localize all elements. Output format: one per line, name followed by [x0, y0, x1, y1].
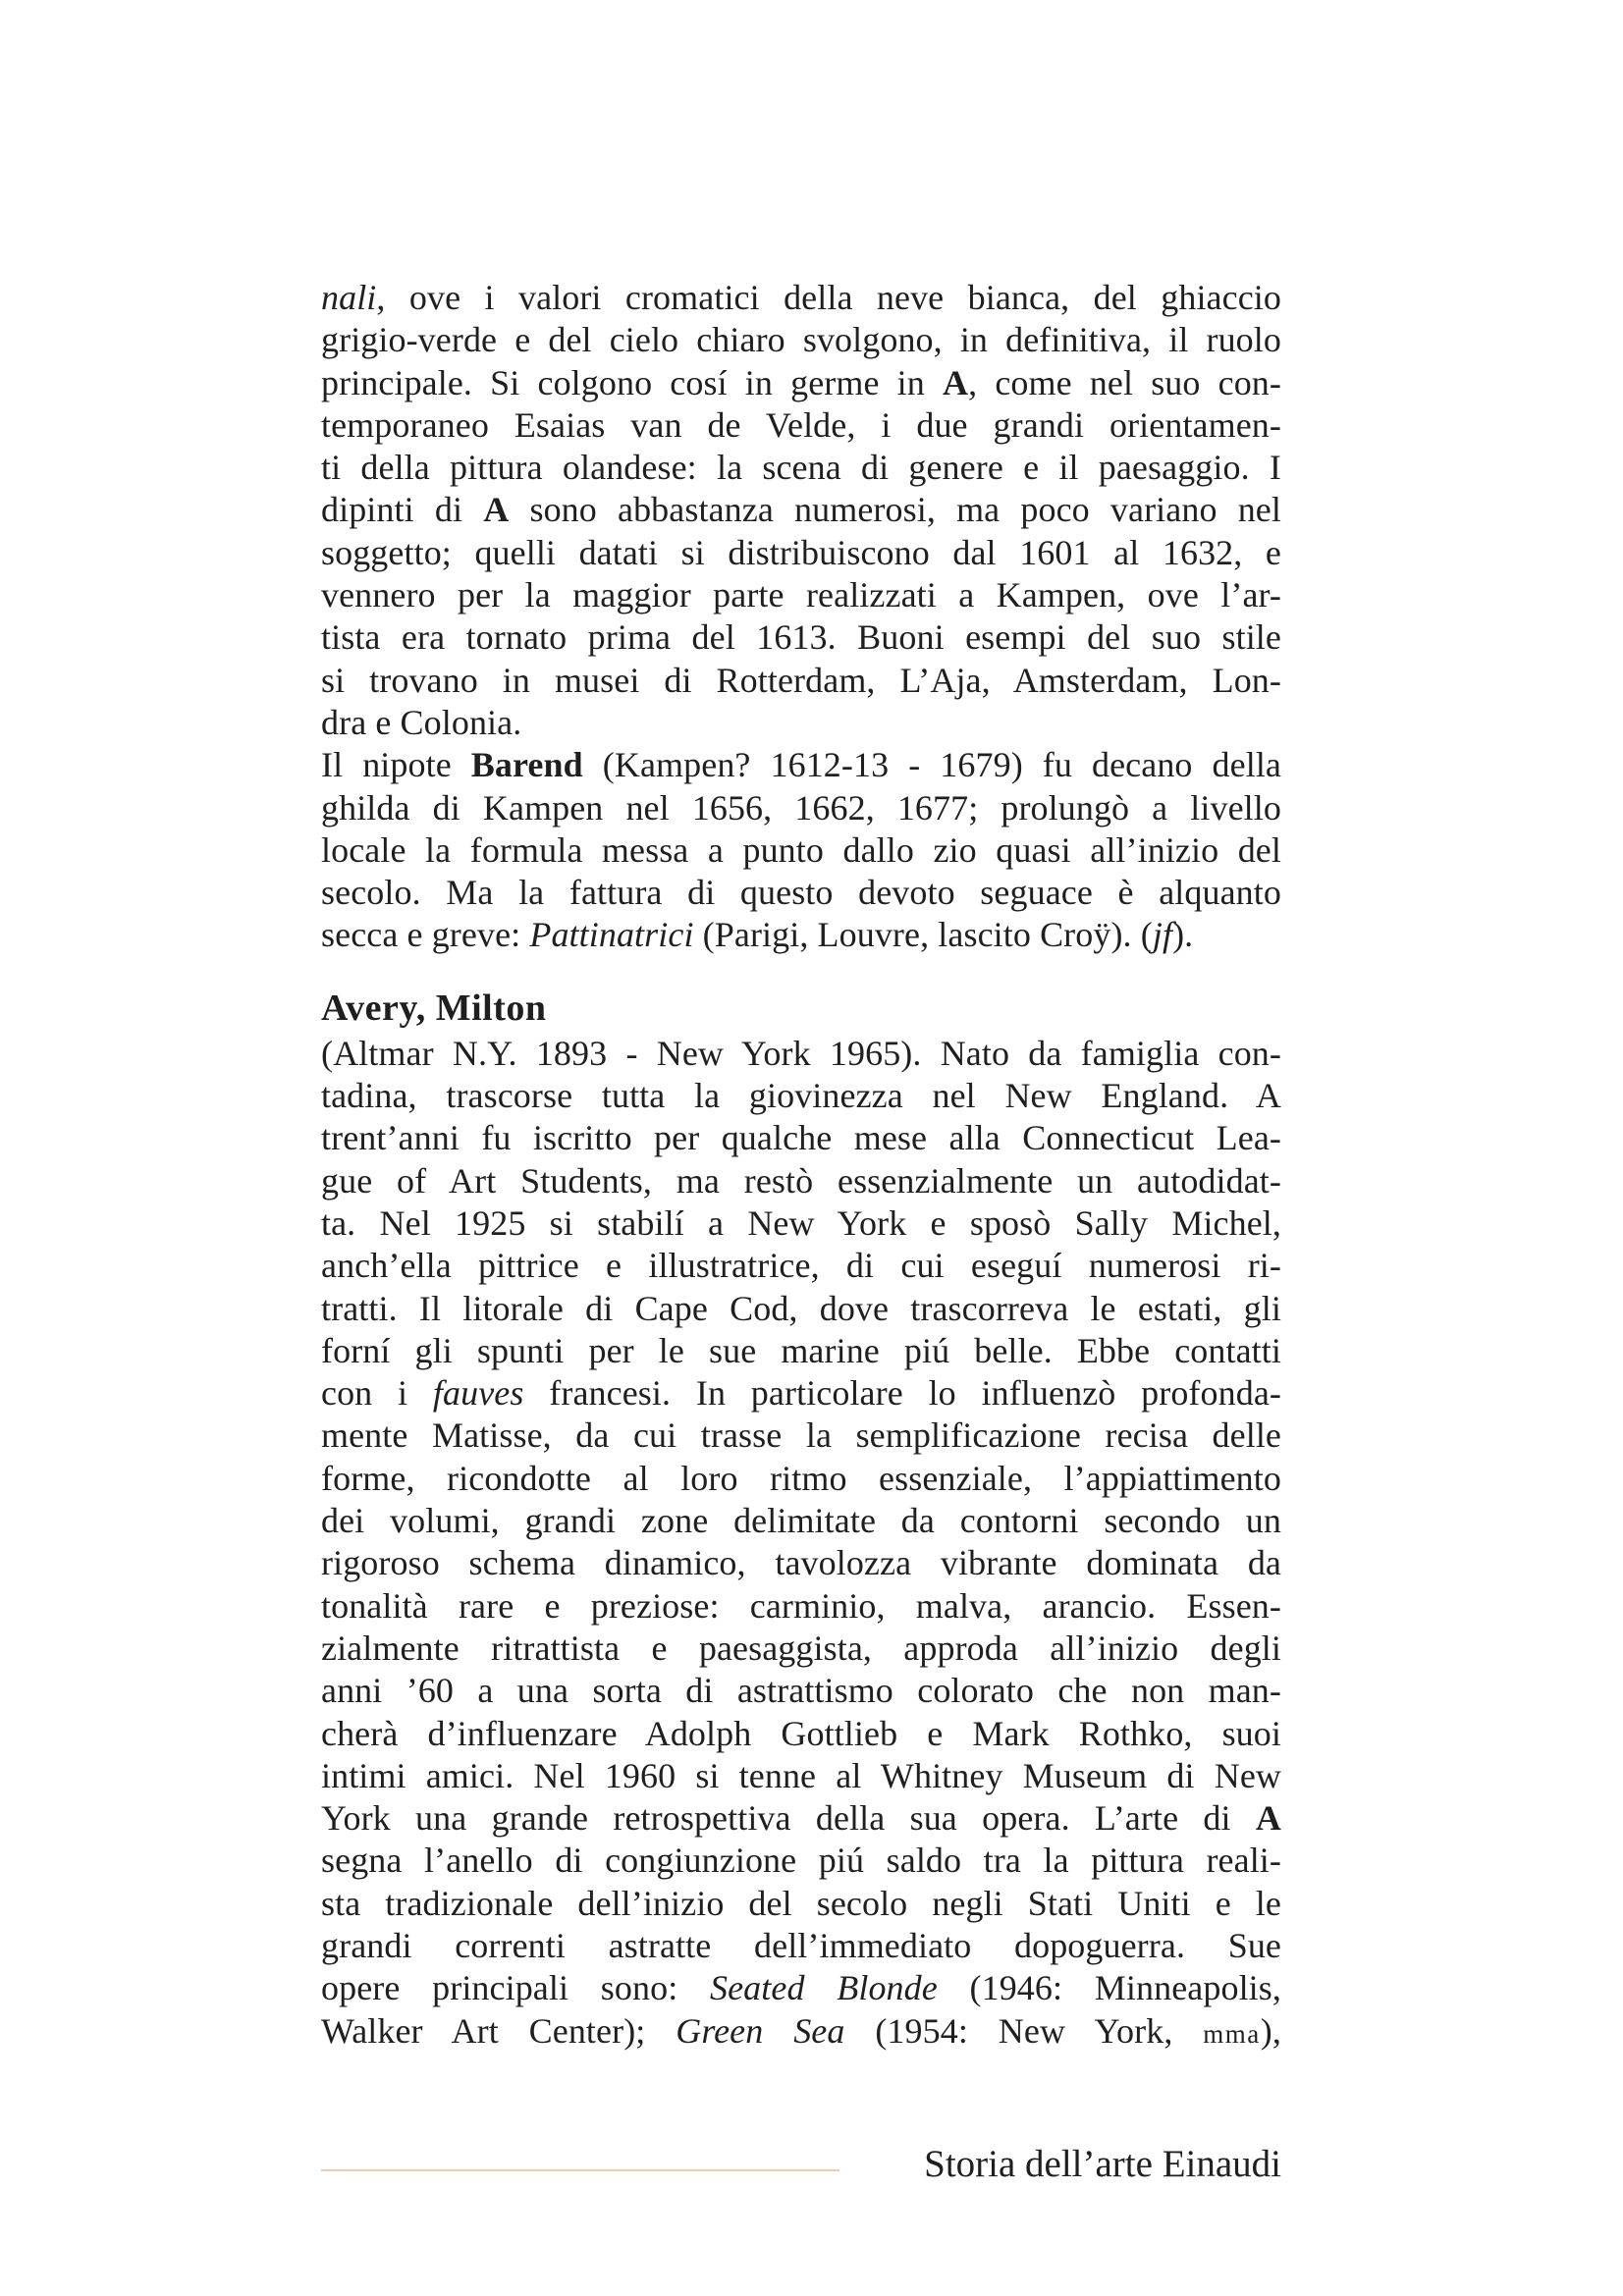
- text-segment: mente Matisse, da cui trasse la semplificazione recisa delle: [321, 1415, 1281, 1456]
- text-segment: Il nipote: [321, 745, 471, 785]
- text-segment: secolo. Ma la fattura di questo devoto seguace è alquanto: [321, 873, 1281, 913]
- text-line: [321, 702, 1281, 744]
- text-segment: (Altmar N.Y. 1893 - New York 1965). Nato da famiglia con-: [321, 1033, 1281, 1073]
- text-line: [321, 1288, 1281, 1330]
- text-segment: vennero per la maggior parte realizzati a Kampen, ove l’ar-: [321, 575, 1281, 615]
- text-segment: (1954: New York,: [844, 2010, 1204, 2051]
- text-segment: segna l’anello di congiunzione piú saldo tra la pittura reali-: [321, 1841, 1281, 1881]
- text-segment: tratti. Il litorale di Cape Cod, dove trascorreva le estati, gli: [321, 1288, 1281, 1328]
- text-line: [321, 447, 1281, 489]
- text-segment: ghilda di Kampen nel 1656, 1662, 1677; prolungò a livello: [321, 787, 1281, 828]
- italic-text: jf: [1152, 915, 1173, 955]
- italic-text: Pattinatrici: [529, 915, 694, 955]
- text-segment: si trovano in musei di Rotterdam, L’Aja, Amsterdam, Lon-: [321, 660, 1281, 700]
- entry-heading: Avery, Milton: [321, 987, 547, 1029]
- text-line: [321, 362, 1281, 404]
- bold-text: A: [483, 490, 510, 530]
- italic-text: nali: [321, 278, 377, 317]
- text-line: [321, 1840, 1281, 1882]
- footer-rule: [321, 2169, 839, 2171]
- text-line: [321, 1245, 1281, 1287]
- page-text: [321, 277, 1281, 2053]
- text-segment: tista era tornato prima del 1613. Buoni esempi del suo stile: [321, 617, 1281, 658]
- text-segment: dei volumi, grandi zone delimitate da contorni secondo un: [321, 1501, 1281, 1541]
- bold-text: A: [1255, 1798, 1281, 1839]
- text-segment: grandi correnti astratte dell’immediato dopoguerra. Sue: [321, 1925, 1281, 1965]
- text-segment: forní gli spunti per le sue marine piú belle. Ebbe contatti: [321, 1330, 1281, 1370]
- text-segment: ta. Nel 1925 si stabilí a New York e sposò Sally Michel,: [321, 1202, 1281, 1243]
- text-line: [321, 1797, 1281, 1840]
- text-segment: trent’anni fu iscritto per qualche mese alla Connecticut Lea-: [321, 1118, 1281, 1158]
- text-line: [321, 277, 1281, 319]
- small-caps-text: mma: [1203, 2018, 1261, 2049]
- text-segment: anch’ella pittrice e illustratrice, di cui eseguí numerosi ri-: [321, 1246, 1281, 1286]
- text-line: [321, 1330, 1281, 1372]
- text-segment: (Kampen? 1612-13 - 1679) fu decano della: [582, 745, 1281, 785]
- bold-text: Barend: [470, 745, 583, 785]
- text-line: [321, 1713, 1281, 1755]
- text-segment: tonalità rare e preziose: carminio, malva, arancio. Essen-: [321, 1585, 1281, 1626]
- text-line: [321, 1670, 1281, 1712]
- text-line: [321, 1542, 1281, 1584]
- footer-title: Storia dell’arte Einaudi: [924, 2143, 1281, 2185]
- text-line: [321, 616, 1281, 659]
- text-segment: ),: [1260, 2010, 1281, 2051]
- text-line: [321, 404, 1281, 447]
- text-segment: secca e greve:: [321, 915, 530, 955]
- text-segment: , come nel suo con-: [968, 362, 1281, 402]
- text-segment: zialmente ritrattista e paesaggista, approda all’inizio degli: [321, 1628, 1281, 1668]
- text-line: [321, 1415, 1281, 1457]
- text-line: [321, 1202, 1281, 1245]
- text-segment: rigoroso schema dinamico, tavolozza vibrante dominata da: [321, 1543, 1281, 1583]
- text-segment: sta tradizionale dell’inizio del secolo negli Stati Uniti e le: [321, 1883, 1281, 1923]
- text-line: [321, 532, 1281, 574]
- entry-body: [321, 1033, 1281, 2053]
- text-line: [321, 1883, 1281, 1925]
- text-segment: tadina, trascorse tutta la giovinezza nel New England. A: [321, 1076, 1281, 1116]
- text-segment: principale. Si colgono cosí in germe in: [321, 362, 943, 402]
- text-line: [321, 1967, 1281, 2009]
- text-line: [321, 660, 1281, 702]
- text-line: [321, 2010, 1281, 2053]
- text-line: [321, 872, 1281, 914]
- text-segment: cherà d’influenzare Adolph Gottlieb e Mark Rothko, suoi: [321, 1713, 1281, 1753]
- text-line: [321, 1458, 1281, 1500]
- text-line: [321, 744, 1281, 786]
- italic-text: Seated Blonde: [710, 1968, 938, 2008]
- italic-text: Green Sea: [676, 2010, 845, 2051]
- text-segment: gue of Art Students, ma restò essenzialmente un autodidat-: [321, 1160, 1281, 1201]
- text-segment: francesi. In particolare lo influenzò profonda-: [523, 1373, 1281, 1414]
- text-segment: grigio-verde e del cielo chiaro svolgono, in definitiva, il ruolo: [321, 320, 1281, 360]
- text-line: [321, 1075, 1281, 1117]
- italic-text: fauves: [432, 1373, 524, 1414]
- text-segment: Walker Art Center);: [321, 2010, 676, 2051]
- text-line: [321, 1500, 1281, 1542]
- text-segment: dra e Colonia.: [321, 702, 522, 742]
- text-line: [321, 829, 1281, 872]
- text-line: [321, 319, 1281, 361]
- text-segment: intimi amici. Nel 1960 si tenne al Whitney Museum di New: [321, 1755, 1281, 1795]
- text-line: [321, 787, 1281, 829]
- text-segment: (Parigi, Louvre, lascito Croÿ). (: [693, 915, 1153, 955]
- text-segment: locale la formula messa a punto dallo zio quasi all’inizio del: [321, 829, 1281, 870]
- text-line: [321, 1585, 1281, 1628]
- text-segment: temporaneo Esaias van de Velde, i due grandi orientamen-: [321, 404, 1281, 445]
- text-line: [321, 1628, 1281, 1670]
- text-segment: con i: [321, 1373, 433, 1414]
- text-line: [321, 1755, 1281, 1797]
- bold-text: A: [943, 362, 969, 402]
- text-segment: opere principali sono:: [321, 1968, 710, 2008]
- text-segment: (1946: Minneapolis,: [937, 1968, 1281, 2008]
- text-line: [321, 574, 1281, 616]
- text-line: [321, 1925, 1281, 1967]
- text-segment: York una grande retrospettiva della sua opera. L’arte di: [321, 1798, 1256, 1839]
- text-line: [321, 1033, 1281, 1075]
- text-line: [321, 489, 1281, 531]
- text-segment: ).: [1172, 915, 1194, 955]
- text-segment: soggetto; quelli datati si distribuiscono dal 1601 al 1632, e: [321, 532, 1281, 572]
- text-segment: dipinti di: [321, 490, 484, 530]
- text-line: [321, 1117, 1281, 1159]
- text-line: [321, 1372, 1281, 1415]
- text-segment: forme, ricondotte al loro ritmo essenziale, l’appiattimento: [321, 1458, 1281, 1498]
- text-segment: anni ’60 a una sorta di astrattismo colorato che non man-: [321, 1671, 1281, 1711]
- text-segment: sono abbastanza numerosi, ma poco variano nel: [509, 490, 1281, 530]
- text-line: [321, 1160, 1281, 1202]
- previous-article-continuation: [321, 277, 1281, 957]
- text-segment: ti della pittura olandese: la scena di genere e il paesaggio. I: [321, 448, 1281, 488]
- text-segment: , ove i valori cromatici della neve bianca, del ghiaccio: [376, 278, 1281, 317]
- text-line: [321, 914, 1281, 956]
